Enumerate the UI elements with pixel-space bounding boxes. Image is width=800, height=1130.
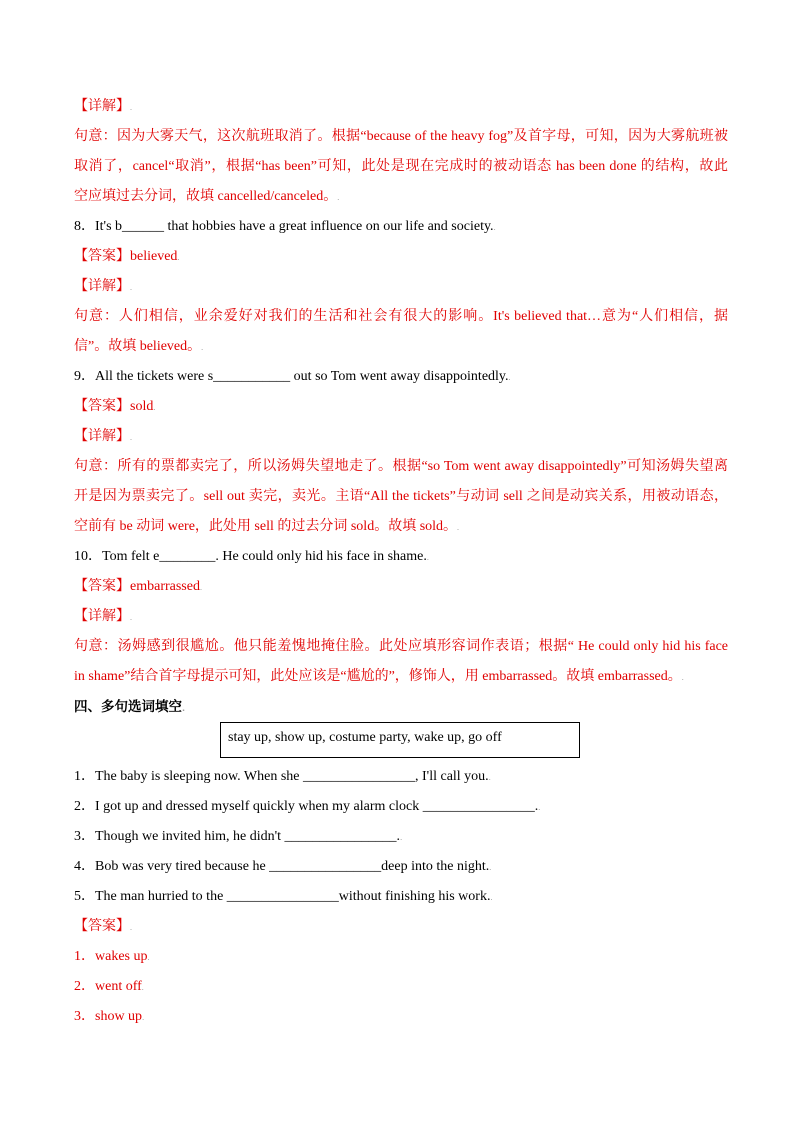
fill-question-1: 1．The baby is sleeping now. When she ________________, I'll call you.. <box>74 769 491 784</box>
answer-label: 【答案】. <box>74 919 132 934</box>
document-page <box>74 92 728 1032</box>
fill-question-4: 4．Bob was very tired because he ________________deep into the night.. <box>74 859 492 874</box>
fill-answer-3: 3．show up. <box>74 1009 145 1024</box>
fill-question-5: 5．The man hurried to the ________________without finishing his work.. <box>74 889 493 904</box>
fill-answer-1: 1．wakes up. <box>74 949 150 964</box>
word-box: stay up, show up, costume party, wake up, go off <box>220 722 580 758</box>
explanation-10: 句意：汤姆感到很尴尬。他只能羞愧地掩住脸。此处应填形容词作表语；根据“ He could only hid his face in shame”结合首字母提示可知，此处应该是“尴尬的”，修饰人，用 embarrassed。故填 embarrassed。. <box>74 639 728 684</box>
section-heading: 四、多句选词填空. <box>74 699 186 715</box>
explanation: 句意：因为大雾天气，这次航班取消了。根据“because of the heavy fog”及首字母，可知，因为大雾航班被 取消了，cancel“取消”，根据“has been”可知，此处是现在完成时的被动语态 has been done 的结构，故此 空应填过去分词，故填 cancelled/canceled。. <box>74 129 728 204</box>
fill-question-2: 2．I got up and dressed myself quickly when my alarm clock ________________.. <box>74 799 541 814</box>
question-8: 8．It's b______ that hobbies have a great influence on our life and society.. <box>74 219 496 234</box>
explanation-9: 句意：所有的票都卖完了，所以汤姆失望地走了。根据“so Tom went away disappointedly”可知汤姆失望离 开是因为票卖完了。sell out 卖完，卖光。主语“All the tickets”与动词 sell 之间是动宾关系，用被动语态， 空前有 be 动词 were，此处用 sell 的过去分词 sold。故填 sold。. <box>74 459 728 534</box>
word-box-wrapper <box>74 722 728 762</box>
answer-10: 【答案】embarrassed. <box>74 579 202 594</box>
fill-answer-2: 2．went off. <box>74 979 144 994</box>
question-9: 9．All the tickets were s___________ out so Tom went away disappointedly.. <box>74 369 511 384</box>
detail-label: 【详解】. <box>74 429 132 444</box>
detail-label: 【详解】. <box>74 279 132 294</box>
question-10: 10．Tom felt e________. He could only hid his face in shame.. <box>74 549 429 564</box>
detail-label: 【详解】. <box>74 99 132 114</box>
answer-8: 【答案】believed. <box>74 249 180 264</box>
detail-label: 【详解】. <box>74 609 132 624</box>
fill-question-3: 3．Though we invited him, he didn't ________________.. <box>74 829 403 844</box>
explanation-8: 句意：人们相信，业余爱好对我们的生活和社会有很大的影响。It's believed that…意为“人们相信，据 信”。故填 believed。. <box>74 309 728 354</box>
answer-9: 【答案】sold. <box>74 399 156 414</box>
